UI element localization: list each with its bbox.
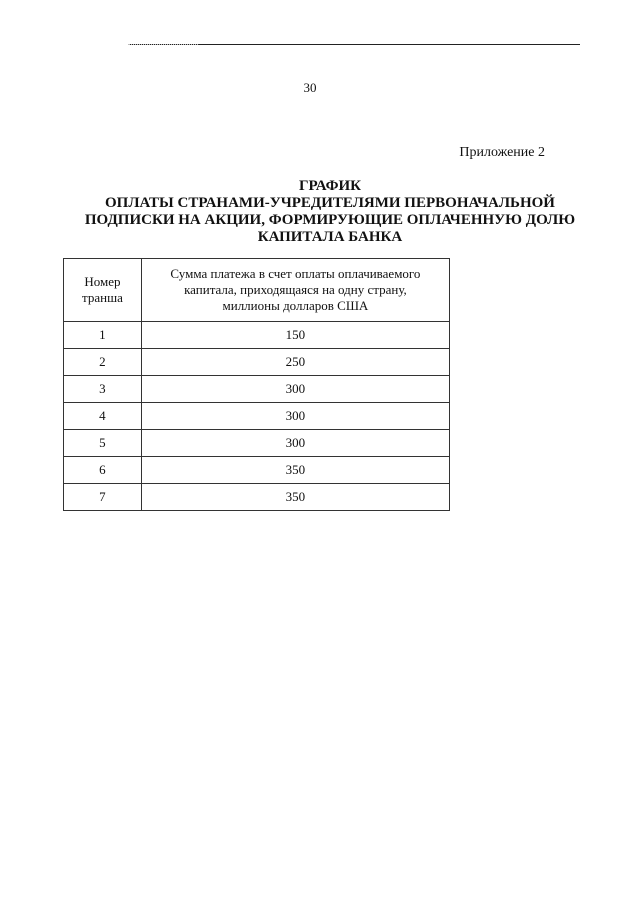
tranche-cell: 1 [64, 322, 142, 349]
amount-cell: 250 [141, 349, 449, 376]
header-tranche-number [64, 259, 142, 322]
title-line-2: ОПЛАТЫ СТРАНАМИ-УЧРЕДИТЕЛЯМИ ПЕРВОНАЧАЛЬНОЙ [105, 195, 555, 211]
tranche-cell: 3 [64, 376, 142, 403]
amount-cell: 150 [141, 322, 449, 349]
table-row [64, 403, 450, 430]
header-payment-amount [141, 259, 449, 322]
tranche-cell: 5 [64, 430, 142, 457]
amount-cell: 300 [141, 376, 449, 403]
title-line-3: ПОДПИСКИ НА АКЦИИ, ФОРМИРУЮЩИЕ ОПЛАЧЕННУЮ ДОЛЮ [84, 212, 576, 228]
table-row [64, 349, 450, 376]
table-row [64, 430, 450, 457]
table-row [64, 484, 450, 511]
amount-cell: 300 [141, 430, 449, 457]
amount-cell: 350 [141, 457, 449, 484]
title-line-4: КАПИТАЛА БАНКА [257, 229, 403, 245]
appendix-label: Приложение 2 [459, 145, 545, 160]
header-tranche-line: транша [82, 290, 123, 305]
document-title [50, 178, 610, 246]
header-tranche-line: Номер [84, 274, 121, 289]
tranche-cell: 7 [64, 484, 142, 511]
payment-schedule-table [63, 258, 450, 511]
header-amount-line: миллионы долларов США [222, 298, 369, 313]
header-amount-line: Сумма платежа в счет оплаты оплачиваемого [170, 266, 421, 281]
tranche-cell: 2 [64, 349, 142, 376]
table-header-row [64, 259, 450, 322]
tranche-cell: 6 [64, 457, 142, 484]
amount-cell: 350 [141, 484, 449, 511]
title-line-1: ГРАФИК [298, 178, 362, 194]
page-number: 30 [303, 80, 317, 95]
amount-cell: 300 [141, 403, 449, 430]
header-rule-faint-segment [128, 44, 198, 45]
table-row [64, 457, 450, 484]
tranche-cell: 4 [64, 403, 142, 430]
table-row [64, 322, 450, 349]
header-amount-line: капитала, приходящаяся на одну страну, [184, 282, 407, 297]
table-row [64, 376, 450, 403]
